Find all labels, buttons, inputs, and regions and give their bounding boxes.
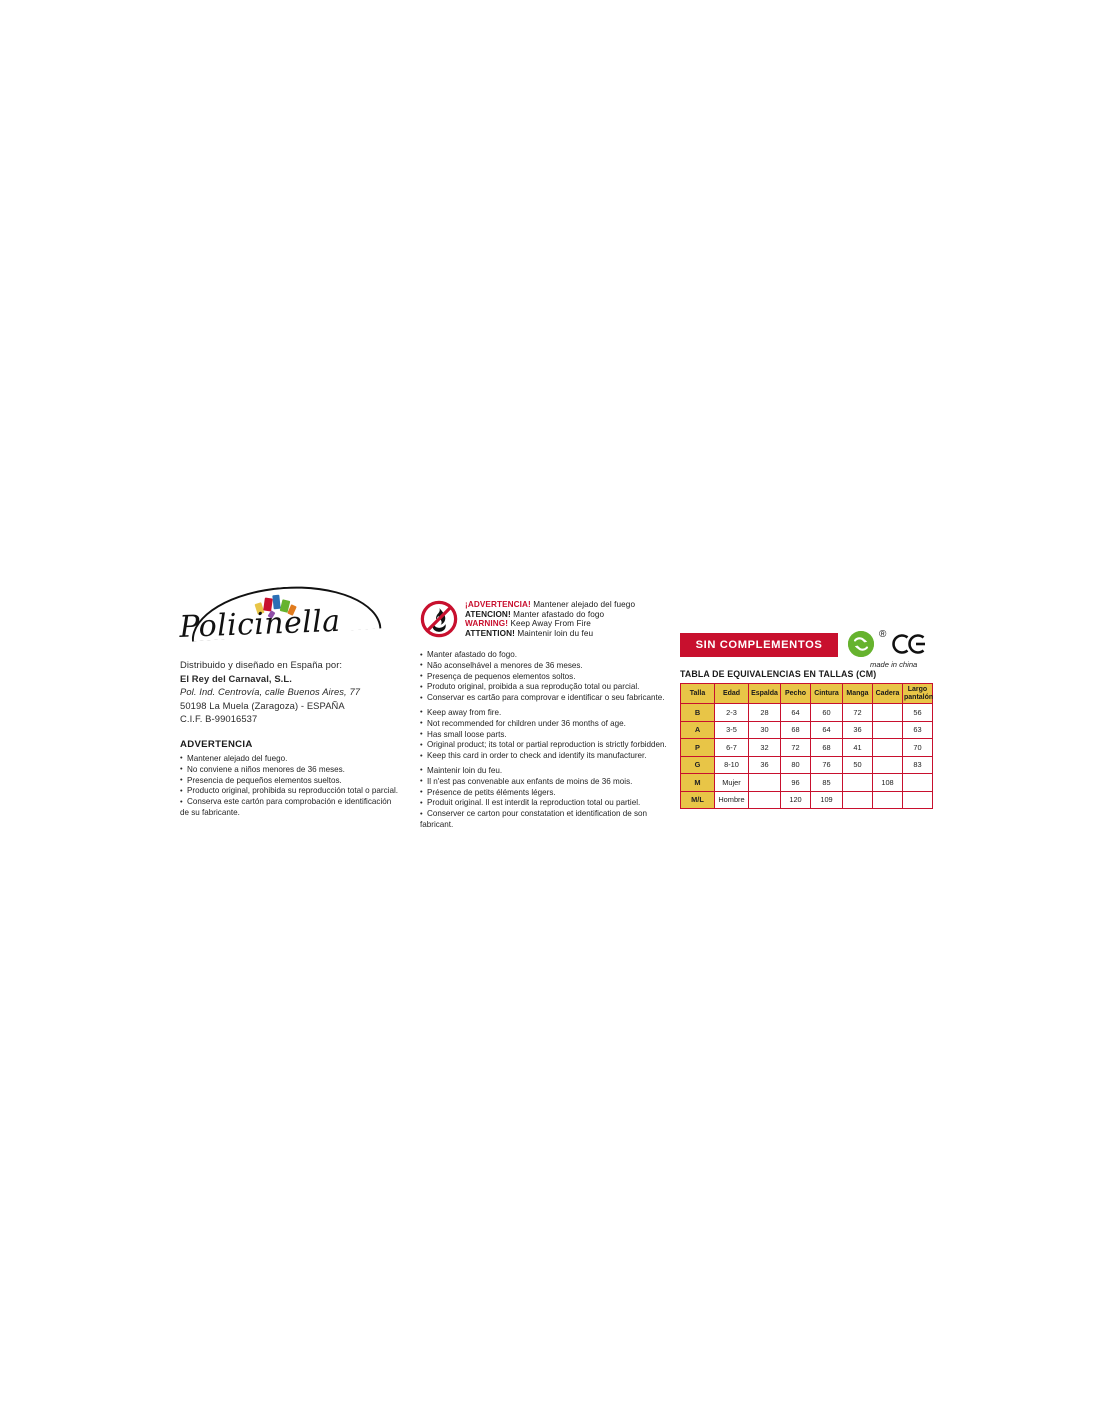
- table-cell: 3-5: [715, 721, 749, 739]
- size-table-title: TABLA DE EQUIVALENCIAS EN TALLAS (CM): [680, 669, 877, 679]
- table-cell-size: P: [681, 739, 715, 757]
- green-dot-recycling-icon: [848, 631, 874, 657]
- brand-logo: [180, 585, 390, 650]
- column-header: Espalda: [749, 684, 781, 704]
- table-row: [681, 739, 933, 757]
- list-item: • Maintenir loin du feu.: [420, 766, 670, 777]
- table-cell: [873, 739, 903, 757]
- distributor-address-line1: Pol. Ind. Centrovía, calle Buenos Aires, 77: [180, 686, 361, 698]
- distributor-company: El Rey del Carnaval, S.L.: [180, 672, 292, 684]
- table-cell: 50: [843, 756, 873, 774]
- table-cell: 56: [903, 704, 933, 722]
- warning-list-fr: [420, 766, 670, 831]
- table-cell: 120: [781, 791, 811, 809]
- table-cell: 64: [781, 704, 811, 722]
- list-item: • Presença de pequenos elementos soltos.: [420, 672, 670, 683]
- registered-trademark-icon: ®: [879, 629, 887, 640]
- table-cell: 60: [811, 704, 843, 722]
- table-row: [681, 756, 933, 774]
- warning-line: ATTENTION! Maintenir loin du feu: [465, 628, 594, 638]
- list-item: • Not recommended for children under 36 months of age.: [420, 719, 670, 730]
- size-table-column: [680, 629, 955, 809]
- table-cell: 109: [811, 791, 843, 809]
- list-item-continuation: de su fabricante.: [180, 807, 240, 817]
- column-header: Edad: [715, 684, 749, 704]
- warning-line: ¡ADVERTENCIA! Mantener alejado del fuego: [465, 600, 636, 609]
- distributor-block: [180, 658, 430, 726]
- table-cell: [843, 791, 873, 809]
- table-cell: 41: [843, 739, 873, 757]
- list-item: • Não aconselhável a menores de 36 meses.: [420, 661, 670, 672]
- distributor-cif: C.I.F. B-99016537: [180, 713, 258, 725]
- list-item: • Keep away from fire.: [420, 708, 670, 719]
- warning-line: WARNING! Keep Away From Fire: [465, 619, 591, 629]
- table-header-row: [681, 684, 933, 704]
- table-row: [681, 791, 933, 809]
- table-cell: 6-7: [715, 739, 749, 757]
- table-row: [681, 704, 933, 722]
- advertencia-title: ADVERTENCIA: [180, 738, 253, 750]
- table-cell: 80: [781, 756, 811, 774]
- table-cell-size: G: [681, 756, 715, 774]
- size-equivalence-table: [680, 683, 933, 809]
- table-cell: 32: [749, 739, 781, 757]
- ce-mark-icon: [892, 631, 932, 657]
- table-cell: 36: [843, 721, 873, 739]
- table-cell: Hombre: [715, 791, 749, 809]
- table-cell: 68: [781, 721, 811, 739]
- table-cell: 8-10: [715, 756, 749, 774]
- table-cell: 63: [903, 721, 933, 739]
- warning-column: [420, 600, 670, 831]
- table-cell: 85: [811, 774, 843, 792]
- table-cell: 76: [811, 756, 843, 774]
- warning-line: ATENCION! Manter afastado do fogo: [465, 609, 605, 619]
- list-item: • Conserva este cartón para comprobación e identificación: [180, 797, 430, 808]
- table-cell: 72: [781, 739, 811, 757]
- distributor-intro: Distribuido y diseñado en España por:: [180, 659, 343, 670]
- table-cell: [903, 791, 933, 809]
- table-row: [681, 721, 933, 739]
- column-header: Cadera: [873, 684, 903, 704]
- warning-languages-header: [465, 600, 635, 638]
- list-item: • No conviene a niños menores de 36 meses.: [180, 765, 430, 776]
- table-cell: 64: [811, 721, 843, 739]
- status-badge: SIN COMPLEMENTOS: [680, 633, 838, 657]
- table-cell: 96: [781, 774, 811, 792]
- table-cell: 68: [811, 739, 843, 757]
- table-cell: [873, 704, 903, 722]
- warning-list-pt: [420, 650, 670, 704]
- table-cell: [749, 774, 781, 792]
- table-cell: 70: [903, 739, 933, 757]
- table-cell: 36: [749, 756, 781, 774]
- distributor-address-line2: 50198 La Muela (Zaragoza) - ESPAÑA: [180, 699, 345, 711]
- list-item: • Conserver ce carton pour constatation et identification de son: [420, 809, 670, 820]
- brand-name: Policinella: [178, 603, 342, 645]
- table-cell: 83: [903, 756, 933, 774]
- column-header: Largo pantalón: [903, 684, 933, 704]
- list-item: • Producto original, prohibida su reproducción total o parcial.: [180, 786, 430, 797]
- table-cell: 2-3: [715, 704, 749, 722]
- column-header: Pecho: [781, 684, 811, 704]
- column-header: Cintura: [811, 684, 843, 704]
- table-cell: 108: [873, 774, 903, 792]
- list-item: • Manter afastado do fogo.: [420, 650, 670, 661]
- warning-header: [420, 600, 670, 646]
- table-cell-size: A: [681, 721, 715, 739]
- list-item: • Keep this card in order to check and identify its manufacturer.: [420, 751, 670, 762]
- table-cell-size: M/L: [681, 791, 715, 809]
- column-header: Talla: [681, 684, 715, 704]
- list-item: • Conservar es cartão para comprovar e identificar o seu fabricante.: [420, 693, 670, 704]
- table-cell-size: M: [681, 774, 715, 792]
- warning-list-en: [420, 708, 670, 762]
- table-cell: 72: [843, 704, 873, 722]
- list-item: • Presencia de pequeños elementos sueltos.: [180, 776, 430, 787]
- no-fire-icon: [420, 600, 458, 638]
- certification-marks: [848, 629, 953, 673]
- table-row: [681, 774, 933, 792]
- table-cell: 28: [749, 704, 781, 722]
- product-label-sheet: [180, 585, 955, 845]
- list-item: • Présence de petits éléments légers.: [420, 788, 670, 799]
- list-item-continuation: fabricant.: [420, 819, 454, 829]
- table-cell: [843, 774, 873, 792]
- list-item: • Original product; its total or partial reproduction is strictly forbidden.: [420, 740, 670, 751]
- table-cell-size: B: [681, 704, 715, 722]
- made-in-label: made in china: [870, 660, 918, 669]
- table-cell: [749, 791, 781, 809]
- list-item: • Mantener alejado del fuego.: [180, 754, 430, 765]
- list-item: • Produit original. Il est interdit la reproduction total ou partiel.: [420, 798, 670, 809]
- brand-column: [180, 585, 430, 819]
- list-item: • Has small loose parts.: [420, 730, 670, 741]
- column-header: Manga: [843, 684, 873, 704]
- list-item: • Produto original, proibida a sua reprodução total ou parcial.: [420, 682, 670, 693]
- list-item: • Il n'est pas convenable aux enfants de moins de 36 mois.: [420, 777, 670, 788]
- table-cell: [873, 791, 903, 809]
- table-cell: Mujer: [715, 774, 749, 792]
- table-cell: [873, 756, 903, 774]
- advertencia-list: [180, 754, 430, 819]
- table-cell: 30: [749, 721, 781, 739]
- table-cell: [873, 721, 903, 739]
- table-cell: [903, 774, 933, 792]
